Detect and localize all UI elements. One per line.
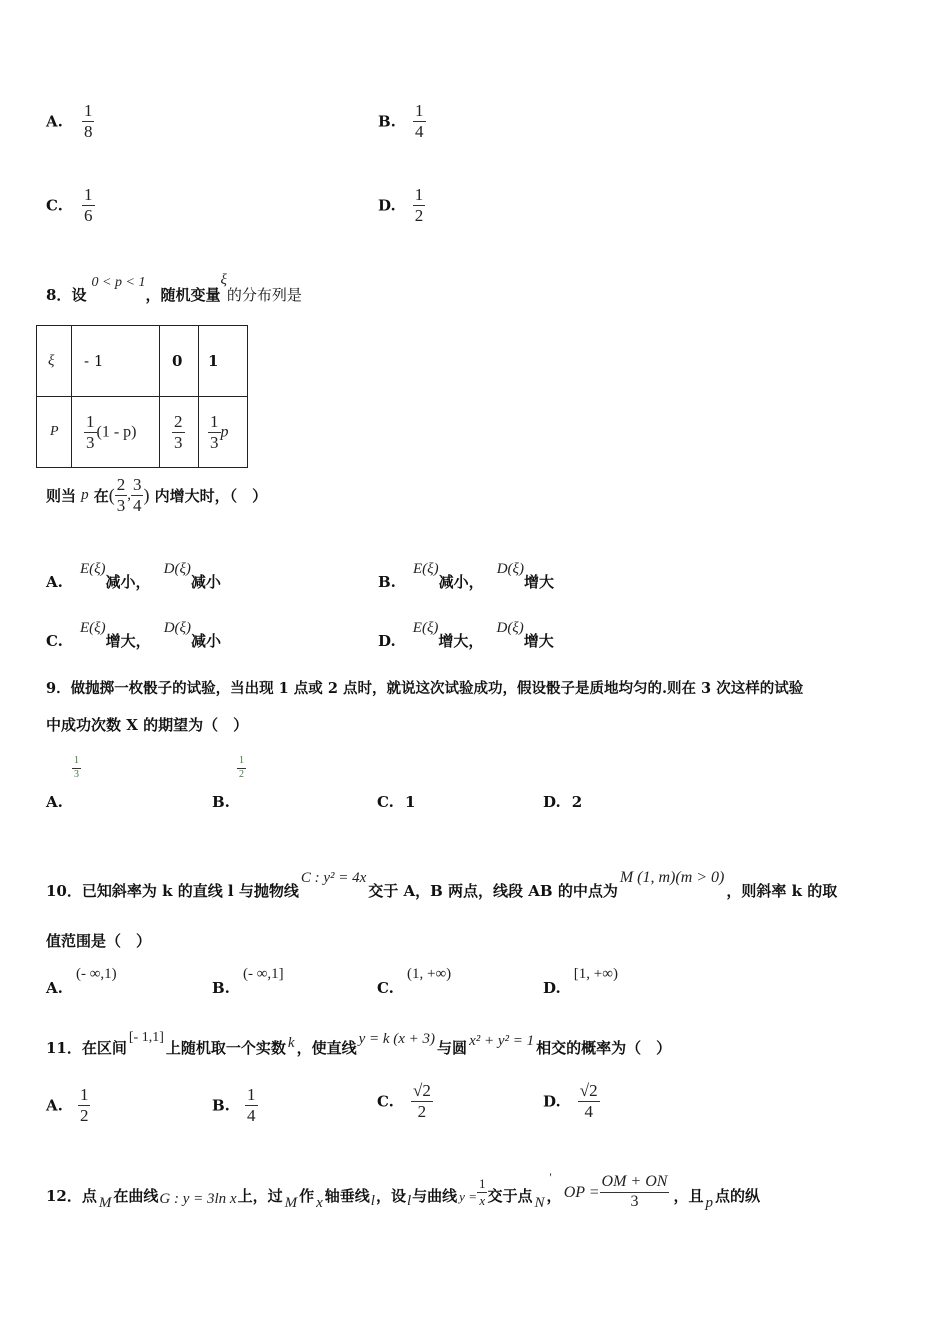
table-cell: 1 xyxy=(199,326,248,397)
q8-stem xyxy=(46,270,302,306)
numerator: 1 xyxy=(237,756,246,769)
q7-option-c[interactable] xyxy=(46,186,95,225)
numerator: 1 xyxy=(414,185,424,204)
denominator: 2 xyxy=(417,1101,427,1121)
numerator: 1 xyxy=(83,101,93,120)
fraction xyxy=(600,1174,670,1211)
option-label: B. xyxy=(378,112,396,131)
q9-line2: 中成功次数 X 的期望为（ ） xyxy=(46,716,249,734)
fraction xyxy=(84,413,97,452)
stem-text: 相交的概率为（ ） xyxy=(536,1039,672,1057)
cell-text: (1 - p) xyxy=(96,423,137,440)
denominator: 2 xyxy=(239,768,244,780)
option-label: D. xyxy=(543,793,561,811)
option-label: D. xyxy=(543,979,561,997)
q10-option-d[interactable] xyxy=(543,963,618,997)
stem-text: 交于点 xyxy=(487,1186,533,1205)
stem-text: ， xyxy=(546,1186,562,1205)
q12-stem xyxy=(46,1160,926,1211)
variance-math: D(ξ) xyxy=(163,561,191,577)
fraction xyxy=(82,102,95,141)
stem-text: 点的纵 xyxy=(714,1186,760,1205)
interval-comma: , xyxy=(127,486,131,503)
denominator: 3 xyxy=(174,432,183,452)
numerator: 2 xyxy=(116,475,126,494)
option-text: 2 xyxy=(571,793,583,811)
numerator: 1 xyxy=(84,185,93,204)
p-symbol: p xyxy=(705,1194,713,1211)
curve2-math: y = xyxy=(459,1188,477,1204)
q11-option-a[interactable] xyxy=(46,1086,90,1125)
denominator: 6 xyxy=(84,205,93,225)
table-cell: 0 xyxy=(160,326,199,397)
option-text: 减小 xyxy=(190,573,221,591)
q9-option-b[interactable] xyxy=(212,755,244,811)
q8-option-d[interactable] xyxy=(378,616,554,650)
option-text: 增大 xyxy=(523,632,554,650)
table-cell xyxy=(72,397,160,468)
stem-text: 上随机取一个实数 xyxy=(165,1039,286,1057)
q8-option-c[interactable] xyxy=(46,616,221,650)
option-label: B. xyxy=(212,793,230,811)
option-label: B. xyxy=(378,573,396,591)
option-label: A. xyxy=(46,112,63,131)
option-label: C. xyxy=(377,1092,394,1111)
interval-paren: ( xyxy=(108,484,115,505)
stem-text: 在 xyxy=(93,486,109,505)
option-math: (1, +∞) xyxy=(407,966,452,982)
line-math: y = k (x + 3) xyxy=(358,1031,436,1047)
question-number: 8． xyxy=(46,286,72,304)
denominator: 8 xyxy=(83,121,93,141)
expectation-math: E(ξ) xyxy=(79,561,106,577)
denominator: 4 xyxy=(247,1105,256,1125)
fraction xyxy=(131,476,144,515)
stem-text: ，设 xyxy=(375,1186,406,1205)
option-label: B. xyxy=(212,1096,230,1115)
fraction xyxy=(578,1082,600,1121)
distribution-table xyxy=(36,325,248,468)
numerator: 1 xyxy=(72,756,81,769)
option-label: B. xyxy=(212,979,230,997)
denominator: 3 xyxy=(74,768,79,780)
stem-text: 12．点 xyxy=(46,1186,97,1205)
table-cell: ξ xyxy=(37,326,72,397)
q10-line1 xyxy=(46,866,838,900)
k-symbol: k xyxy=(287,1035,295,1051)
option-label: A. xyxy=(46,1096,63,1115)
variance-math: D(ξ) xyxy=(496,561,524,577)
denominator: x xyxy=(479,1192,486,1208)
variance-math: D(ξ) xyxy=(163,620,191,636)
fraction xyxy=(477,1177,488,1207)
fraction xyxy=(115,476,128,515)
interval-paren: ) xyxy=(143,484,150,505)
numerator: 1 xyxy=(79,1085,89,1104)
option-label: A. xyxy=(46,573,63,591)
stem-text: 的分布列是 xyxy=(226,286,302,304)
parabola-math: C : y² = 4x xyxy=(300,870,367,886)
prime-mark: ' xyxy=(549,1169,552,1184)
option-math: (- ∞,1] xyxy=(243,966,284,982)
q10-option-a[interactable] xyxy=(46,963,117,997)
stem-text: ，随机变量 xyxy=(145,286,221,304)
stem-text: 上，过 xyxy=(237,1186,283,1205)
m-symbol: M xyxy=(284,1194,298,1211)
numerator: 1 xyxy=(478,1176,486,1192)
numerator: 3 xyxy=(132,475,142,494)
numerator: 1 xyxy=(210,411,219,431)
expectation-math: E(ξ) xyxy=(80,620,106,636)
option-label: A. xyxy=(46,793,63,811)
numerator: OM + ON xyxy=(600,1174,670,1193)
numerator: √2 xyxy=(413,1081,431,1100)
option-label: C. xyxy=(46,632,63,650)
table-cell xyxy=(160,397,199,468)
table-cell xyxy=(199,397,248,468)
expectation-math: E(ξ) xyxy=(412,620,439,636)
q9-option-d[interactable] xyxy=(543,792,582,811)
l-symbol: l xyxy=(406,1192,412,1209)
option-label: D. xyxy=(378,632,396,650)
option-text: 增大， xyxy=(105,632,151,650)
condition-math: 0 < p < 1 xyxy=(91,275,146,290)
option-label: C. xyxy=(377,979,394,997)
midpoint-math: M (1, m)(m > 0) xyxy=(619,869,725,886)
fraction xyxy=(78,1086,91,1125)
numerator: 1 xyxy=(247,1085,256,1104)
fraction xyxy=(208,413,221,452)
q11-stem xyxy=(46,1025,672,1057)
q9-option-c[interactable] xyxy=(377,792,415,811)
q8-option-b[interactable] xyxy=(378,557,554,591)
variance-math: D(ξ) xyxy=(496,620,524,636)
fraction xyxy=(172,413,185,452)
circle-math: x² + y² = 1 xyxy=(469,1033,535,1049)
expectation-math: E(ξ) xyxy=(413,561,439,577)
option-text: 增大 xyxy=(523,573,554,591)
denominator: 3 xyxy=(116,495,126,515)
table-cell: P xyxy=(37,397,72,468)
numerator: √2 xyxy=(579,1081,598,1100)
fraction xyxy=(411,1082,433,1121)
p-symbol: p xyxy=(81,486,89,503)
q7-option-d[interactable] xyxy=(378,186,425,225)
l-symbol: l xyxy=(370,1192,375,1209)
denominator: 3 xyxy=(210,432,219,452)
option-math: (- ∞,1) xyxy=(75,966,117,982)
option-label: A. xyxy=(46,979,63,997)
q11-option-b[interactable] xyxy=(212,1086,258,1125)
q8-follow xyxy=(46,476,267,515)
denominator: 4 xyxy=(132,495,142,515)
stem-text: 作 xyxy=(299,1186,315,1205)
option-text: 1 xyxy=(405,793,416,811)
numerator: 1 xyxy=(86,411,95,431)
xi-symbol: ξ xyxy=(220,272,227,288)
q10-option-b[interactable] xyxy=(212,963,284,997)
option-text: 减小 xyxy=(190,632,221,650)
stem-text: 设 xyxy=(71,286,87,304)
fraction xyxy=(237,756,246,780)
q7-option-a[interactable] xyxy=(46,102,94,141)
fraction xyxy=(245,1086,258,1125)
q8-option-a[interactable] xyxy=(46,557,221,591)
stem-text: ，使直线 xyxy=(296,1039,357,1057)
stem-text: 内增大时，（ ） xyxy=(154,486,268,505)
vector-math: OP = xyxy=(563,1183,600,1201)
option-label: D. xyxy=(378,196,396,215)
interval-math: [- 1,1] xyxy=(128,1030,164,1045)
option-math: [1, +∞) xyxy=(573,966,618,982)
curve-math: G : y = 3ln x xyxy=(159,1190,237,1207)
fraction xyxy=(82,186,95,225)
option-label: D. xyxy=(543,1092,561,1111)
denominator: 2 xyxy=(414,205,424,225)
option-label: C. xyxy=(377,793,394,811)
stem-text: 11．在区间 xyxy=(46,1039,127,1057)
option-text: 减小， xyxy=(105,573,151,591)
table-row xyxy=(37,326,248,397)
stem-text: 则当 xyxy=(46,486,77,505)
denominator: 2 xyxy=(79,1105,89,1125)
q11-option-d[interactable] xyxy=(543,1082,600,1121)
n-symbol: N xyxy=(534,1194,545,1211)
table-row xyxy=(37,397,248,468)
denominator: 4 xyxy=(584,1101,593,1121)
stem-text: 与曲线 xyxy=(412,1186,458,1205)
stem-text: 10．已知斜率为 k 的直线 l 与抛物线 xyxy=(46,882,299,900)
option-label: C. xyxy=(46,196,63,215)
q7-option-b[interactable] xyxy=(378,102,426,141)
denominator: 3 xyxy=(86,432,95,452)
table-cell: - 1 xyxy=(72,326,160,397)
fraction xyxy=(413,102,426,141)
q9-line1: 9．做抛掷一枚骰子的试验，当出现 1 点或 2 点时，就说这次试验成功，假设骰子是质地均匀的.则在 3 次这样的试验 xyxy=(46,680,804,697)
option-text: 减小， xyxy=(438,573,484,591)
option-text: 增大， xyxy=(438,632,484,650)
m-symbol: M xyxy=(98,1194,112,1211)
stem-text: 与圆 xyxy=(437,1039,468,1057)
q10-line2: 值范围是（ ） xyxy=(46,932,152,950)
x-symbol: x xyxy=(316,1194,323,1211)
q11-option-c[interactable] xyxy=(377,1082,433,1121)
numerator: 1 xyxy=(415,101,424,120)
stem-text: 轴垂线 xyxy=(324,1186,370,1205)
stem-text: 交于 A，B 两点，线段 AB 的中点为 xyxy=(368,882,618,900)
stem-text: ，且 xyxy=(673,1186,704,1205)
q9-option-a[interactable] xyxy=(46,755,79,811)
fraction xyxy=(413,186,426,225)
cell-text: p xyxy=(220,423,229,440)
stem-text: ，则斜率 k 的取 xyxy=(726,882,838,900)
numerator: 2 xyxy=(174,411,183,431)
denominator: 4 xyxy=(415,121,424,141)
fraction xyxy=(72,756,81,780)
denominator: 3 xyxy=(630,1192,639,1210)
stem-text: 在曲线 xyxy=(113,1186,159,1205)
q10-option-c[interactable] xyxy=(377,963,452,997)
